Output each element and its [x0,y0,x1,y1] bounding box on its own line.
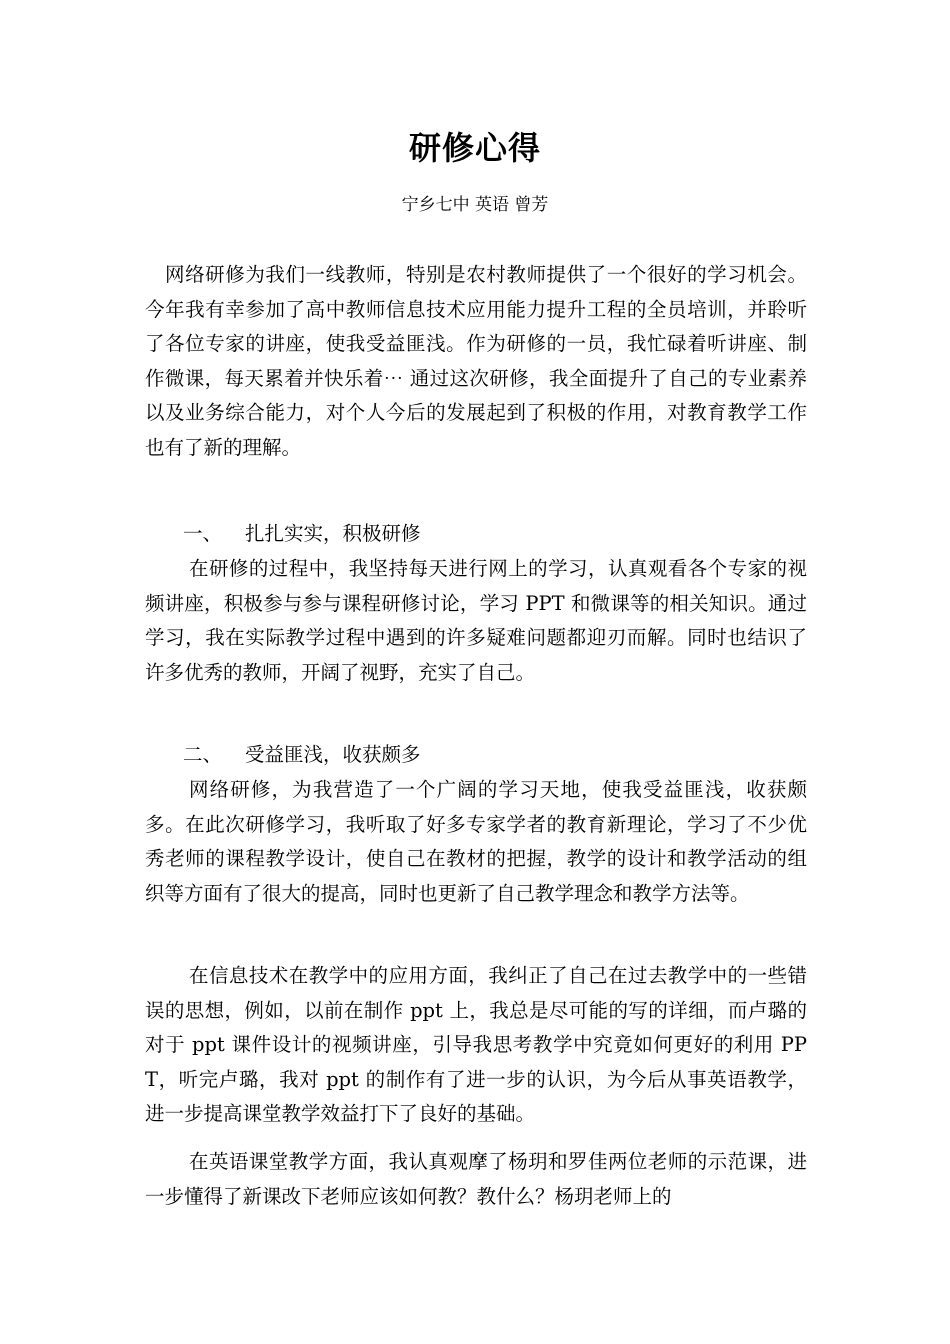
author-line: 宁乡七中 英语 曾芳 [401,195,549,215]
section-heading-text-2: 受益匪浅，收获颇多 [245,743,421,766]
section-2-paragraph-2: 在信息技术在教学中的应用方面，我纠正了自己在过去教学中的一些错误的思想，例如，以前在制作 ppt 上，我总是尽可能的写的详细，而卢璐的对于 ppt 课件设计的视频讲座，引导我思考教学中究竟如何更好的利用 PPT，听完卢璐，我对 ppt 的制作有了进一步的认识，为今后从事英语教学，进一步提高课堂教学效益打下了良好的基础。 [145,964,807,1125]
section-1-paragraph-1: 在研修的过程中，我坚持每天进行网上的学习，认真观看各个专家的视频讲座，积极参与参与课程研修讨论，学习 PPT 和微课等的相关知识。通过学习，我在实际教学过程中遇到的许多疑难问题都迎刃而解。同时也结识了许多优秀的教师，开阔了视野，充实了自己。 [145,557,807,684]
section-number-1: 一、 [183,522,223,545]
section-heading-1 [183,517,421,552]
section-2-paragraph-3: 在英语课堂教学方面，我认真观摩了杨玥和罗佳两位老师的示范课，进一步懂得了新课改下老师应该如何教？教什么？杨玥老师上的 [145,1150,807,1208]
section-heading-2 [183,738,421,773]
section-heading-text-1: 扎扎实实，积极研修 [245,522,421,545]
intro-paragraph: 网络研修为我们一线教师，特别是农村教师提供了一个很好的学习机会。今年我有幸参加了高中教师信息技术应用能力提升工程的全员培训，并聆听了各位专家的讲座，使我受益匪浅。作为研修的一员，我忙碌着听讲座、制作微课，每天累着并快乐着⋯ 通过这次研修，我全面提升了自己的专业素养以及业务综合能力，对个人今后的发展起到了积极的作用，对教育教学工作也有了新的理解。 [145,263,807,459]
document-title: 研修心得 [408,129,541,167]
section-2-paragraph-1: 网络研修，为我营造了一个广阔的学习天地，使我受益匪浅，收获颇多。在此次研修学习，我听取了好多专家学者的教育新理论，学习了不少优秀老师的课程教学设计，使自己在教材的把握，教学的设计和教学活动的组织等方面有了很大的提高，同时也更新了自己教学理念和教学方法等。 [145,778,807,905]
section-number-2: 二、 [183,743,223,766]
